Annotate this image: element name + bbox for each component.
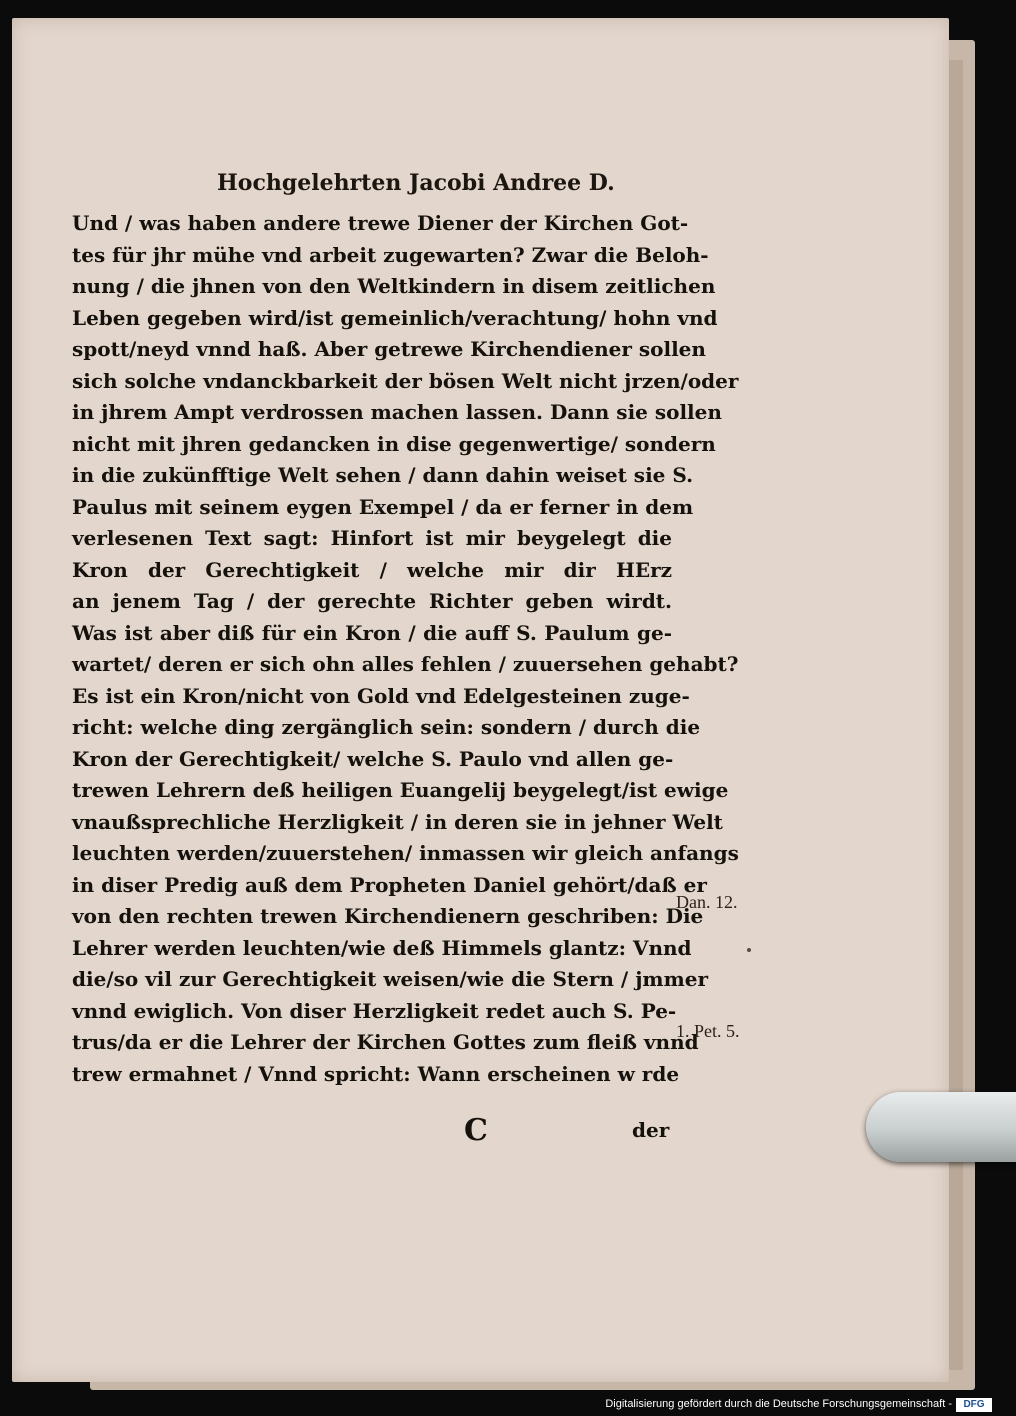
text-line: sich solche vndanckbarkeit der bösen Welt nicht jrzen/oder <box>72 368 739 393</box>
text-line: Was ist aber diß für ein Kron / die auff S. Paulum ge- <box>72 620 672 645</box>
text-line: nung / die jhnen von den Weltkindern in disem zeitlichen <box>72 274 716 298</box>
text-line: in diser Predig auß dem Propheten Daniel gehört/daß er <box>72 872 707 897</box>
text-line: Leben gegeben wird/ist gemeinlich/verachtung/ hohn vnd <box>72 305 718 330</box>
text-line: wartet/ deren er sich ohn alles fehlen / zuuersehen gehabt? <box>72 652 739 676</box>
margin-note-peter: 1. Pet. 5. <box>676 1021 740 1041</box>
text-line: Es ist ein Kron/nicht von Gold vnd Edelgesteinen zuge- <box>72 683 690 708</box>
text-line: tes für jhr mühe vnd arbeit zugewarten? Zwar die Beloh- <box>72 242 709 267</box>
margin-note-daniel: Dan. 12. <box>676 892 738 912</box>
signature-mark: C <box>464 1113 488 1148</box>
text-line: nicht mit jhren gedancken in dise gegenwertige/ sondern <box>72 431 716 456</box>
text-line: vnnd ewiglich. Von diser Herzligkeit redet auch S. Pe- <box>72 998 677 1023</box>
text-line: an jenem Tag / der gerechte Richter geben wirdt. <box>72 589 672 613</box>
digitization-credit: Digitalisierung gefördert durch die Deutsche Forschungsgemeinschaft - <box>605 1398 952 1410</box>
catchword: der <box>632 1118 670 1142</box>
text-line: trew ermahnet / Vnnd spricht: Wann erscheinen w rde <box>72 1061 680 1086</box>
dfg-logo: DFG <box>956 1398 992 1412</box>
running-head: Hochgelehrten Jacobi Andree D. <box>217 170 615 196</box>
text-line: richt: welche ding zergänglich sein: sondern / durch die <box>72 715 701 739</box>
text-line: leuchten werden/zuuerstehen/ inmassen wir gleich anfangs <box>72 841 739 865</box>
text-line: Kron der Gerechtigkeit/ welche S. Paulo vnd allen ge- <box>72 746 674 771</box>
text-line: von den rechten trewen Kirchendienern geschriben: Die <box>72 904 704 928</box>
page-clip <box>866 1092 1016 1162</box>
text-line: Und / was haben andere trewe Diener der Kirchen Got- <box>72 211 689 235</box>
text-line: verlesenen Text sagt: Hinfort ist mir beygelegt die <box>72 526 672 550</box>
paper-speck <box>747 948 751 952</box>
text-line: Paulus mit seinem eygen Exempel / da er ferner in dem <box>72 494 694 519</box>
text-line: Lehrer werden leuchten/wie deß Himmels glantz: Vnnd <box>72 935 692 960</box>
text-line: Kron der Gerechtigkeit / welche mir dir HErz <box>72 557 672 582</box>
text-line: trewen Lehrern deß heiligen Euangelij beygelegt/ist ewige <box>72 778 729 802</box>
book-page <box>12 18 949 1382</box>
text-line: spott/neyd vnnd haß. Aber getrewe Kirchendiener sollen <box>72 337 706 361</box>
text-line: die/so vil zur Gerechtigkeit weisen/wie die Stern / jmmer <box>72 967 709 991</box>
text-line: vnaußsprechliche Herzligkeit / in deren sie in jehner Welt <box>72 809 723 834</box>
text-line: in jhrem Ampt verdrossen machen lassen. Dann sie sollen <box>72 400 722 424</box>
text-line: trus/da er die Lehrer der Kirchen Gottes zum fleiß vnnd <box>72 1030 699 1054</box>
text-line: in die zukünfftige Welt sehen / dann dahin weiset sie S. <box>72 463 694 487</box>
